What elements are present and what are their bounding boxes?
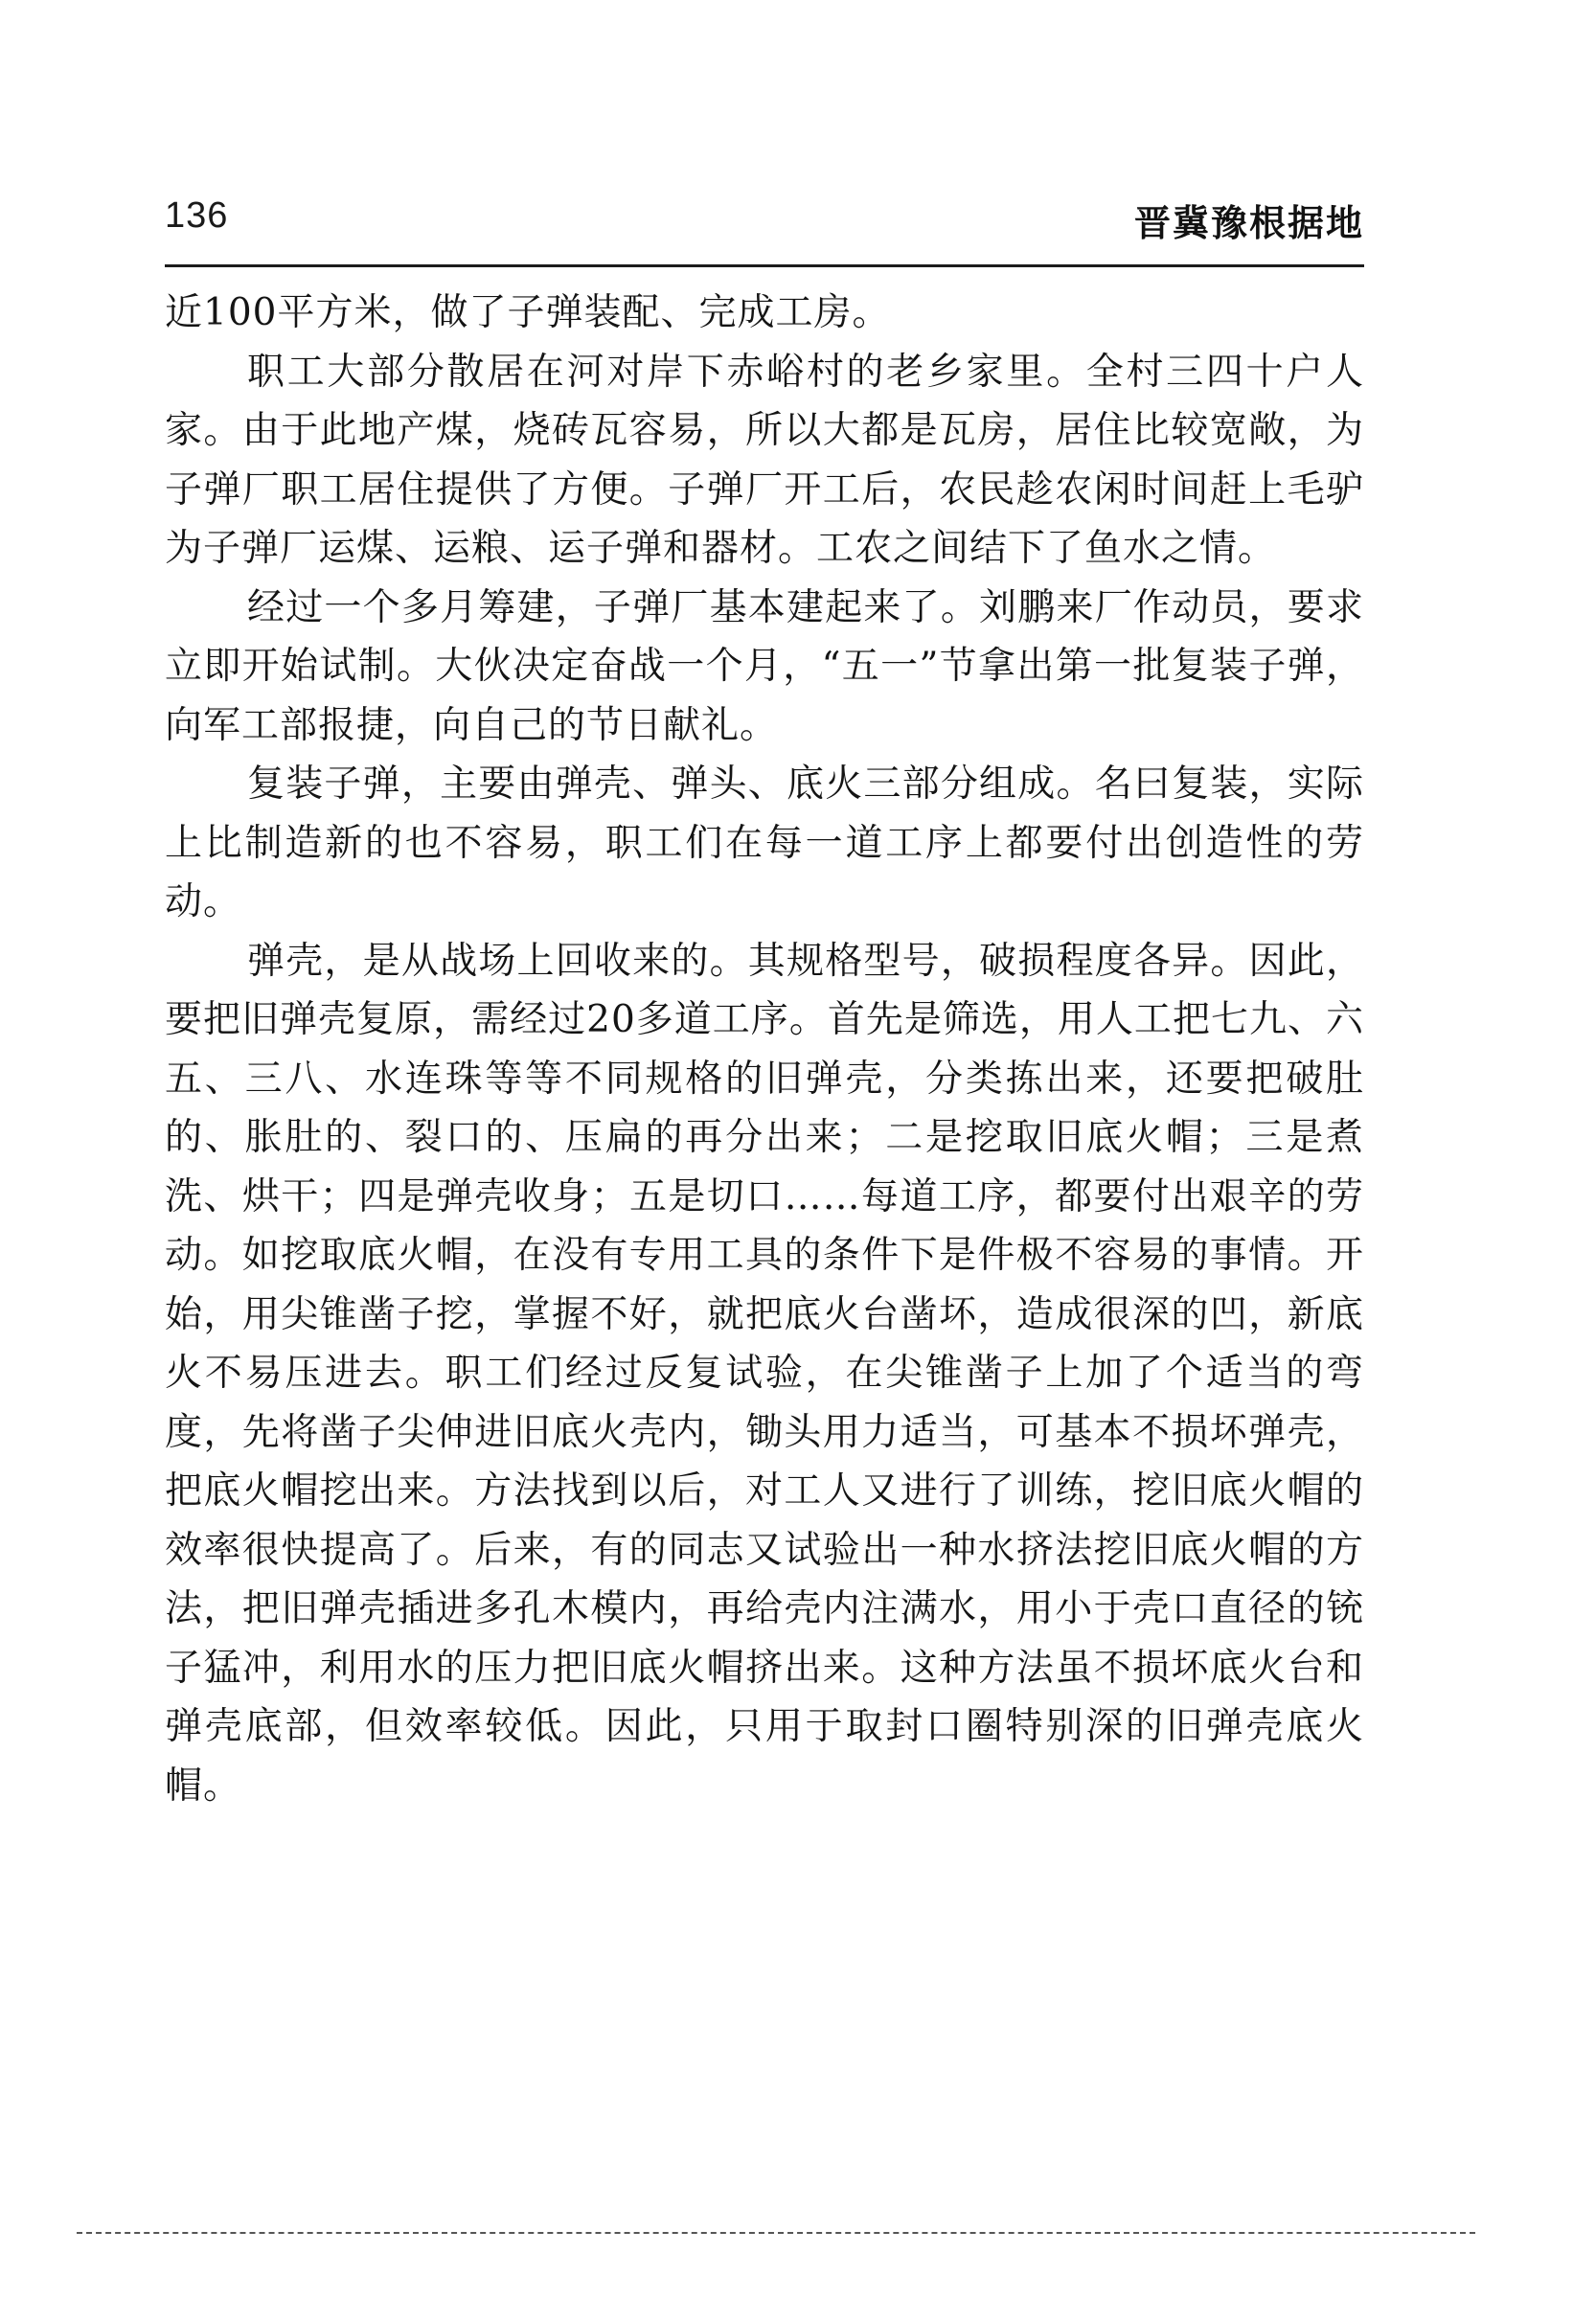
paragraph: 近100平方米，做了子弹装配、完成工房。 <box>165 291 891 334</box>
paragraph: 职工大部分散居在河对岸下赤峪村的老乡家里。全村三四十户人家。由于此地产煤，烧砖瓦容易，所以大都是瓦房，居住比较宽敞，为子弹厂职工居住提供了方便。子弹厂开工后，农民趁农闲时间赶上毛驴为子弹厂运煤、运粮、运子弹和器材。工农之间结下了鱼水之情。 <box>165 350 1364 570</box>
running-title: 晋冀豫根据地 <box>1133 202 1364 244</box>
header-rule <box>165 264 1364 267</box>
footer-rule <box>77 2232 1475 2234</box>
paragraph: 弹壳，是从战场上回收来的。其规格型号，破损程度各异。因此，要把旧弹壳复原，需经过20多道工序。首先是筛选，用人工把七九、六五、三八、水连珠等等不同规格的旧弹壳，分类拣出来，还要把破肚的、胀肚的、裂口的、压扁的再分出来；二是挖取旧底火帽；三是煮洗、烘干；四是弹壳收身；五是切口……每道工序，都要付出艰辛的劳动。如挖取底火帽，在没有专用工具的条件下是件极不容易的事情。开始，用尖锥凿子挖，掌握不好，就把底火台凿坏，造成很深的凹，新底火不易压进去。职工们经过反复试验，在尖锥凿子上加了个适当的弯度，先将凿子尖伸进旧底火壳内，锄头用力适当，可基本不损坏弹壳，把底火帽挖出来。方法找到以后，对工人又进行了训练，挖旧底火帽的效率很快提高了。后来，有的同志又试验出一种水挤法挖旧底火帽的方法，把旧弹壳插进多孔木模内，再给壳内注满水，用小于壳口直径的铳子猛冲，利用水的压力把旧底火帽挤出来。这种方法虽不损坏底火台和弹壳底部，但效率较低。因此，只用于取封口圈特别深的旧弹壳底火帽。 <box>165 939 1364 1808</box>
page-header <box>165 192 1364 249</box>
body-text <box>165 284 1364 1815</box>
page-number: 136 <box>165 195 229 236</box>
paragraph: 经过一个多月筹建，子弹厂基本建起来了。刘鹏来厂作动员，要求立即开始试制。大伙决定奋战一个月，“五一”节拿出第一批复装子弹，向军工部报捷，向自己的节日献礼。 <box>165 585 1364 747</box>
paragraph: 复装子弹，主要由弹壳、弹头、底火三部分组成。名曰复装，实际上比制造新的也不容易，职工们在每一道工序上都要付出创造性的劳动。 <box>165 763 1364 923</box>
